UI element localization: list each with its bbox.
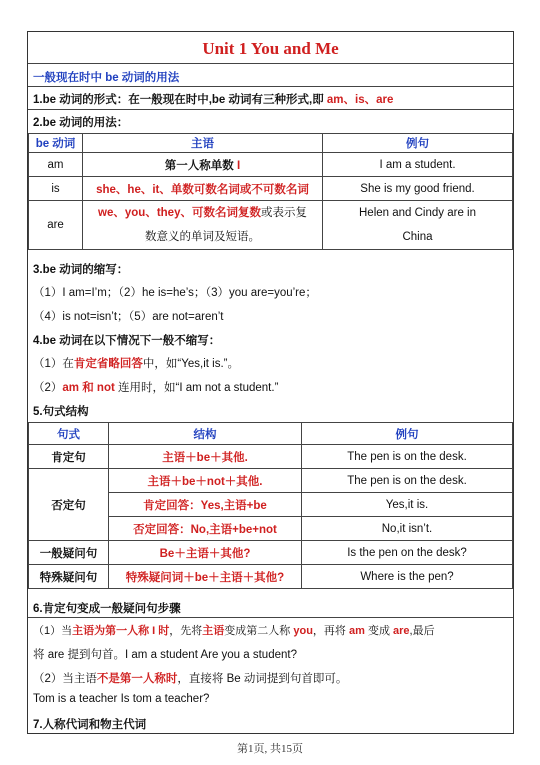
text: 变成第二人称: [224, 625, 294, 637]
table-cell: No,it isn’t.: [302, 517, 513, 541]
table-cell: Where is the pen?: [302, 565, 513, 589]
highlight: 主语为第一人称 I 时: [72, 625, 170, 637]
be-usage-table: [28, 133, 513, 250]
text: ，再将: [312, 625, 349, 637]
text: ,最后: [409, 625, 435, 637]
table-cell: Yes,it is.: [302, 493, 513, 517]
highlight: are: [393, 625, 410, 637]
highlight: am: [348, 625, 365, 637]
table-cell: 否定句: [29, 469, 109, 541]
paragraph: （1）I am=I’m；（2）he is=he’s；（3）you are=you’re；: [33, 287, 317, 299]
table-header: 例句: [323, 134, 513, 153]
table-cell: Is the pen on the desk?: [302, 541, 513, 565]
table-cell: 肯定句: [29, 445, 109, 469]
paragraph: [33, 379, 278, 395]
sentence-structure-table: [28, 422, 513, 589]
table-cell: 主语＋be＋其他.: [109, 445, 302, 469]
divider: [28, 63, 513, 64]
highlight: am 和 not: [62, 382, 115, 394]
table-header: 例句: [302, 423, 513, 445]
table-header: 主语: [83, 134, 323, 153]
text: 数意义的单词及短语。: [145, 231, 260, 243]
document-page: [27, 31, 514, 734]
text: 连用时，如“I am not a student.”: [114, 382, 279, 394]
highlight: 肯定省略回答: [73, 358, 143, 370]
paragraph: [33, 91, 393, 107]
paragraph: 7.人称代词和物主代词: [33, 719, 147, 731]
text: 中，如“Yes,it is.”。: [142, 358, 239, 370]
paragraph: 6.肯定句变成一般疑问句步骤: [33, 603, 181, 615]
divider: [28, 109, 513, 110]
section-heading: 一般现在时中 be 动词的用法: [33, 72, 180, 84]
table-cell: 肯定回答：Yes,主语+be: [109, 493, 302, 517]
text: （1）在: [33, 358, 74, 370]
text: （2）当主语: [33, 673, 97, 685]
table-cell: [83, 153, 323, 177]
text: 第一人称单数: [164, 159, 237, 172]
table-cell: 特殊疑问句: [29, 565, 109, 589]
table-cell: 特殊疑问词＋be＋主语＋其他?: [109, 565, 302, 589]
table-cell: Be＋主语＋其他?: [109, 541, 302, 565]
paragraph: [33, 670, 347, 686]
text: China: [402, 231, 433, 243]
paragraph: Tom is a teacher Is tom a teacher?: [33, 693, 210, 705]
text: ，先将: [169, 625, 203, 637]
text: 1.be 动词的形式：在一般现在时中,be 动词有三种形式,即: [33, 94, 327, 106]
highlight: 不是第一人称时: [96, 673, 178, 685]
text: 或表示复: [260, 207, 307, 219]
table-header: 句式: [29, 423, 109, 445]
paragraph: 3.be 动词的缩写：: [33, 264, 129, 276]
table-cell: she、he、it、单数可数名词或不可数名词: [83, 177, 323, 201]
divider: [28, 86, 513, 87]
table-cell: 一般疑问句: [29, 541, 109, 565]
text: （2）: [33, 382, 63, 394]
table-cell: The pen is on the desk.: [302, 469, 513, 493]
paragraph: 4.be 动词在以下情况下一般不缩写：: [33, 335, 221, 347]
table-cell: She is my good friend.: [323, 177, 513, 201]
text: 变成: [364, 625, 394, 637]
paragraph: [33, 355, 239, 371]
text: ，直接将 Be 动词提到句首即可。: [177, 673, 348, 685]
page-title: Unit 1 You and Me: [202, 39, 339, 58]
highlight: you: [293, 625, 313, 637]
text: （1）当: [33, 625, 73, 637]
table-header: be 动词: [29, 134, 83, 153]
table-cell: 主语＋be＋not＋其他.: [109, 469, 302, 493]
highlight: I: [237, 159, 241, 172]
highlight: we、you、they、可数名词复数: [98, 207, 261, 219]
table-cell: is: [29, 177, 83, 201]
table-cell: I am a student.: [323, 153, 513, 177]
page-footer: 第1页, 共15页: [237, 743, 303, 755]
paragraph: （4）is not=isn’t；（5）are not=aren’t: [33, 311, 224, 323]
paragraph: [33, 622, 435, 638]
table-cell: [323, 201, 513, 250]
divider: [28, 617, 513, 618]
table-cell: am: [29, 153, 83, 177]
text: Helen and Cindy are in: [359, 207, 476, 219]
paragraph: 2.be 动词的用法：: [33, 117, 129, 129]
table-cell: [83, 201, 323, 250]
table-cell: 否定回答：No,主语+be+not: [109, 517, 302, 541]
paragraph: 5.句式结构: [33, 406, 89, 418]
highlight: am、is、are: [326, 94, 394, 106]
paragraph: 将 are 提到句首。I am a student Are you a student?: [33, 649, 297, 661]
highlight: 主语: [202, 625, 225, 637]
table-cell: are: [29, 201, 83, 250]
table-cell: The pen is on the desk.: [302, 445, 513, 469]
table-header: 结构: [109, 423, 302, 445]
